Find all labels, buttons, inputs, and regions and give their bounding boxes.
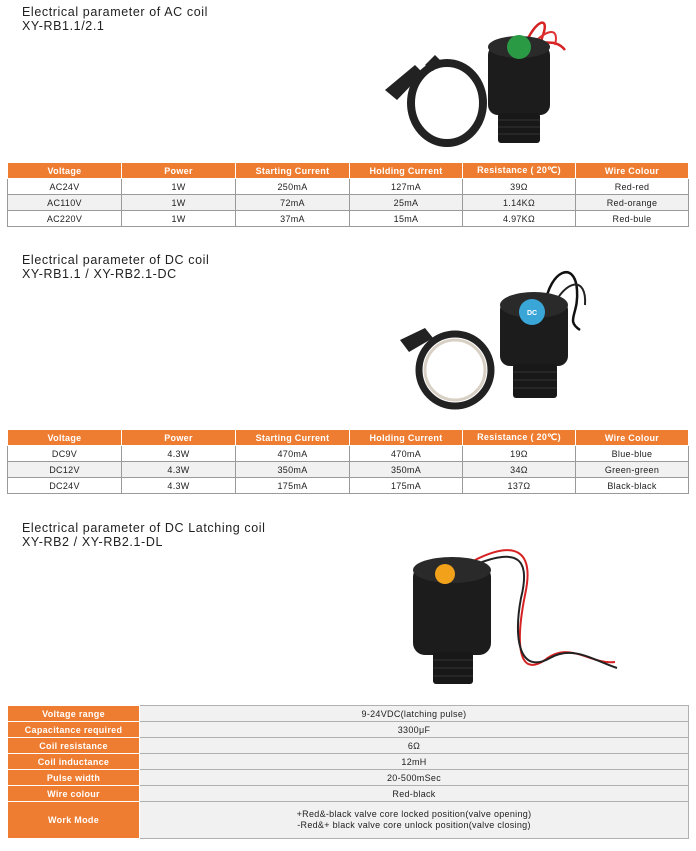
row-label-work-mode: Work Mode [8,802,140,839]
cell-power: 1W [122,211,236,227]
row-value-work-mode [140,802,689,839]
table-row [8,770,689,786]
cell-voltage: AC24V [8,179,122,195]
cell-holding-current: 175mA [350,478,463,494]
table-row [8,802,689,839]
column-header-power: Power [122,163,236,179]
column-header-resistance: Resistance ( 20℃) [463,163,576,179]
latch-section-model: XY-RB2 / XY-RB2.1-DL [22,535,163,549]
dc-section-model: XY-RB1.1 / XY-RB2.1-DC [22,267,177,281]
cell-wire-colour: Blue-blue [576,446,689,462]
dc-clamp-ring [400,328,491,406]
cell-power: 4.3W [122,446,236,462]
cell-wire-colour: Black-black [576,478,689,494]
cell-holding-current: 25mA [350,195,463,211]
cell-power: 1W [122,179,236,195]
dc-table-header-row [8,430,689,446]
cell-voltage: DC9V [8,446,122,462]
latch-parameter-table [7,705,689,839]
ac-section-model: XY-RB1.1/2.1 [22,19,105,33]
ac-clamp-ring [385,55,483,143]
cell-wire-colour: Red-orange [576,195,689,211]
cell-holding-current: 15mA [350,211,463,227]
row-label-voltage-range: Voltage range [8,706,140,722]
ac-parameter-table [7,162,689,227]
cell-resistance: 19Ω [463,446,576,462]
cell-starting-current: 72mA [236,195,350,211]
svg-text:DC: DC [526,310,538,317]
cell-voltage: DC12V [8,462,122,478]
table-row [8,195,689,211]
cell-starting-current: 37mA [236,211,350,227]
table-row [8,211,689,227]
column-header-resistance: Resistance ( 20℃) [463,430,576,446]
latch-coil-body [413,557,491,684]
column-header-wire-colour: Wire Colour [576,163,689,179]
cell-voltage: AC220V [8,211,122,227]
column-header-voltage: Voltage [8,163,122,179]
ac-section-heading [22,5,208,33]
latch-section-title: Electrical parameter of DC Latching coil [22,521,266,535]
ac-coil-product-image [375,5,575,155]
column-header-starting-current: Starting Current [236,163,350,179]
cell-starting-current: 250mA [236,179,350,195]
row-value-coil-inductance: 12mH [140,754,689,770]
cell-starting-current: 350mA [236,462,350,478]
column-header-power: Power [122,430,236,446]
table-row [8,786,689,802]
row-value-capacitance: 3300μF [140,722,689,738]
row-label-capacitance: Capacitance required [8,722,140,738]
row-label-coil-resistance: Coil resistance [8,738,140,754]
cell-resistance: 39Ω [463,179,576,195]
cell-power: 1W [122,195,236,211]
cell-starting-current: 470mA [236,446,350,462]
cell-holding-current: 470mA [350,446,463,462]
row-value-coil-resistance: 6Ω [140,738,689,754]
column-header-voltage: Voltage [8,430,122,446]
cell-power: 4.3W [122,478,236,494]
cell-resistance: 34Ω [463,462,576,478]
row-label-wire-colour: Wire colour [8,786,140,802]
cell-voltage: DC24V [8,478,122,494]
ac-table-header-row [8,163,689,179]
latch-wire-red [475,550,615,665]
table-row [8,462,689,478]
row-label-pulse-width: Pulse width [8,770,140,786]
dc-coil-body [500,292,568,398]
table-row [8,738,689,754]
table-row [8,478,689,494]
work-mode-line-opening: +Red&-black valve core locked position(valve opening) [296,809,532,819]
cell-holding-current: 127mA [350,179,463,195]
cell-wire-colour: Red-red [576,179,689,195]
row-value-wire-colour: Red-black [140,786,689,802]
latch-section-heading [22,521,266,549]
table-row [8,179,689,195]
cell-holding-current: 350mA [350,462,463,478]
latch-wire-black [477,557,617,668]
column-header-wire-colour: Wire Colour [576,430,689,446]
dc-coil-product-image [395,260,615,420]
table-row [8,722,689,738]
column-header-holding-current: Holding Current [350,163,463,179]
work-mode-line-closing: -Red&+ black valve core unlock position(valve closing) [297,820,531,830]
row-value-pulse-width: 20-500mSec [140,770,689,786]
cell-wire-colour: Green-green [576,462,689,478]
cell-power: 4.3W [122,462,236,478]
dc-section-title: Electrical parameter of DC coil [22,253,210,267]
row-value-voltage-range: 9-24VDC(latching pulse) [140,706,689,722]
dc-parameter-table [7,429,689,494]
latch-coil-product-image [405,540,620,695]
cell-wire-colour: Red-bule [576,211,689,227]
row-label-coil-inductance: Coil inductance [8,754,140,770]
cell-starting-current: 175mA [236,478,350,494]
ac-section-title: Electrical parameter of AC coil [22,5,209,19]
table-row [8,446,689,462]
cell-resistance: 4.97KΩ [463,211,576,227]
dc-section-heading [22,253,209,281]
ac-coil-body [488,35,550,143]
table-row [8,754,689,770]
column-header-holding-current: Holding Current [350,430,463,446]
table-row [8,706,689,722]
cell-resistance: 137Ω [463,478,576,494]
column-header-starting-current: Starting Current [236,430,350,446]
cell-resistance: 1.14KΩ [463,195,576,211]
cell-voltage: AC110V [8,195,122,211]
